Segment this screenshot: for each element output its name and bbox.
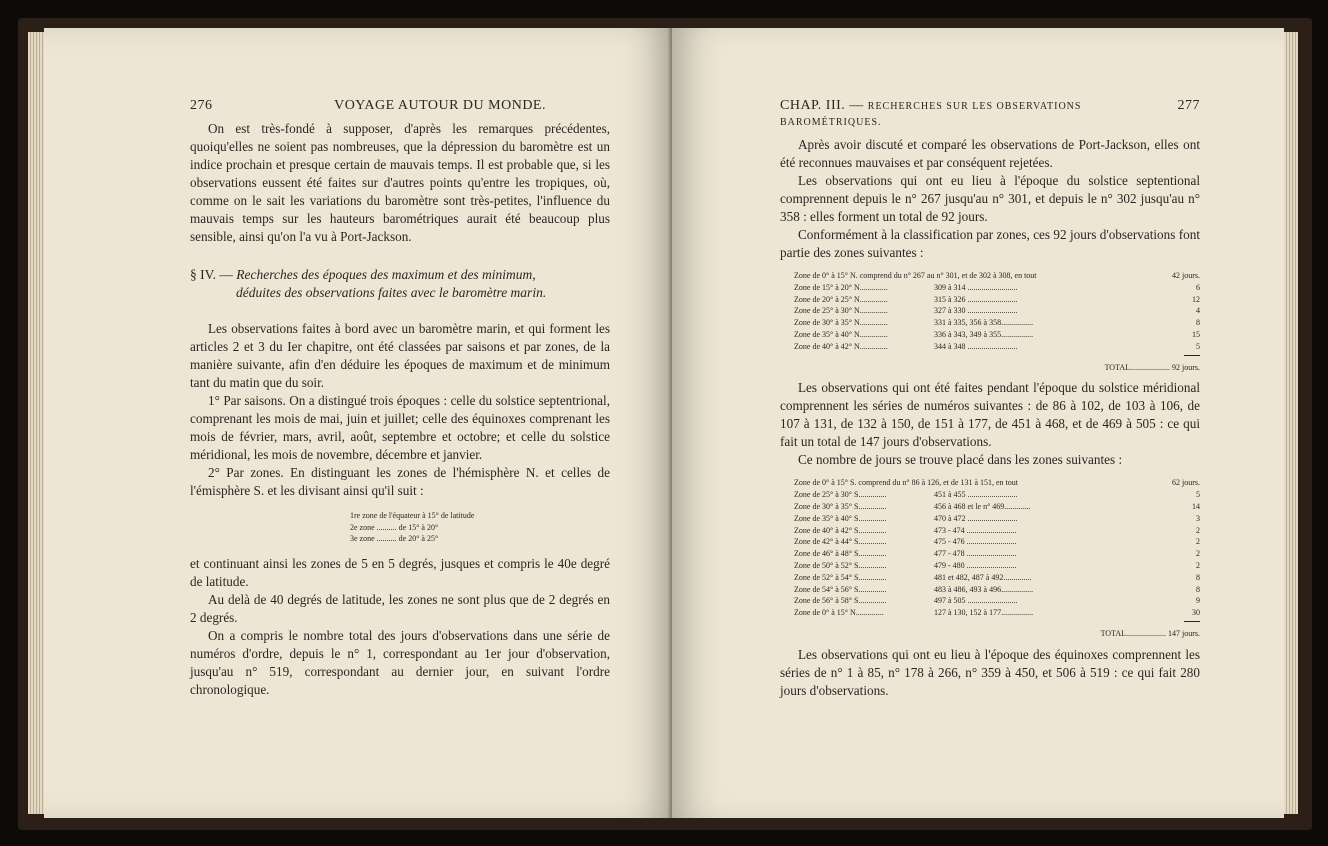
table-row: [794, 584, 1200, 596]
zone-label: Zone de 35° à 40° N..............: [794, 329, 888, 339]
right-page: [672, 28, 1284, 818]
zone-label: Zone de 54° à 56° S..............: [794, 584, 887, 594]
zone-range: 344 à 348 .........................: [934, 341, 1018, 351]
table-row: [794, 548, 1200, 560]
left-paragraph-3: 1° Par saisons. On a distingué trois époques : celle du solstice septentrional, comprenant les mois de mai, juin et juillet; celle des équinoxes comprenant les mois de février, mars, avril, août, septembre et octobre; et celle du solstice méridional, les mois de novembre, décembre et janvier.: [190, 393, 610, 462]
zone-label: Zone de 35° à 40° S..............: [794, 513, 887, 523]
page-edges-left: [28, 32, 44, 814]
zone-days: 6: [1196, 282, 1200, 292]
zone-days: 5: [1196, 490, 1200, 500]
zone-days: 42 jours.: [1172, 271, 1200, 280]
zone-label: Zone de 52° à 54° S..............: [794, 572, 887, 582]
zone-range: 475 - 476 .........................: [934, 537, 1017, 547]
zone-label: Zone de 0° à 15° S. comprend du n° 86 à 126, et de 131 à 151, en tout: [794, 478, 1018, 488]
right-page-number: 277: [1177, 98, 1200, 113]
table-north-zones: [794, 270, 1200, 373]
zone-days: 8: [1196, 318, 1200, 328]
zone-label: Zone de 25° à 30° N..............: [794, 306, 888, 316]
zone-label: Zone de 15° à 20° N..............: [794, 282, 888, 292]
table-row: [794, 607, 1200, 619]
right-paragraph-2: Les observations qui ont eu lieu à l'époque du solstice septentional comprennent depuis le n° 267 jusqu'au n° 301, et depuis le n° 302 jusqu'au n° 358 : elles forment un total de 92 jours.: [780, 173, 1200, 224]
left-paragraph-1: On est très-fondé à supposer, d'après les remarques précédentes, quoiqu'elles ne soient pas nombreuses, que la dépression du baromètre est un indice prochain et presque certain de mauvais temps. Il est probable que, si les observations eussent été faites sur d'autres points qu'entre les tropiques, où, comme on le sait les variations du baromètre sont très-petites, l'influence du mauvais temps sur les hauteurs barométriques aurait été beaucoup plus sensible, ainsi qu'on l'a vu à Port-Jackson.: [190, 121, 610, 244]
zone-range: 336 à 343, 349 à 355................: [934, 329, 1034, 339]
section-title-line-1: Recherches des époques des maximum et des minimum,: [236, 267, 536, 282]
zone-range: 479 - 480 .........................: [934, 560, 1017, 570]
zone-days: 62 jours.: [1172, 478, 1200, 488]
table-row: [794, 595, 1200, 607]
zone-days: 2: [1196, 537, 1200, 547]
zone-label: Zone de 25° à 30° S..............: [794, 490, 887, 500]
table-row: [794, 317, 1200, 329]
right-page-header: [780, 98, 1200, 130]
zone-days: 2: [1196, 549, 1200, 559]
section-number: § IV. —: [190, 267, 233, 282]
zone-def-1: 1re zone de l'équateur à 15° de latitude: [350, 511, 475, 520]
zone-range: 470 à 472 .........................: [934, 513, 1018, 523]
zone-days: 14: [1192, 501, 1200, 511]
right-page-content: [780, 98, 1200, 700]
table-total: TOTAL.................... 92 jours.: [1104, 362, 1200, 372]
zone-days: 2: [1196, 525, 1200, 535]
left-page-content: [190, 98, 610, 699]
zone-range: 451 à 455 .........................: [934, 490, 1018, 500]
right-running-title-subject: RECHERCHES SUR LES OBSERVATIONS BAROMÉTRIQUES.: [780, 101, 1082, 128]
open-book: [18, 18, 1312, 830]
left-page-header: [190, 98, 610, 114]
left-running-title: VOYAGE AUTOUR DU MONDE.: [334, 98, 546, 113]
table-row: [794, 501, 1200, 513]
table-row: [794, 282, 1200, 294]
left-paragraph-7: On a compris le nombre total des jours d'observations dans une série de numéros d'ordre, depuis le n° 1, correspondant au 1er jour d'observation, jusqu'au n° 519, correspondant au dernier jour, en suivant l'ordre chronologique.: [190, 627, 610, 697]
zone-range: 127 à 130, 152 à 177................: [934, 608, 1034, 618]
zone-def-2: 2e zone .......... de 15° à 20°: [350, 522, 439, 532]
zone-label: Zone de 0° à 15° N. comprend du n° 267 au n° 301, et de 302 à 308, en tout: [794, 271, 1037, 280]
total-rule: [1184, 621, 1200, 622]
right-paragraph-6: Les observations qui ont eu lieu à l'époque des équinoxes comprennent les séries de n° 1 à 85, n° 178 à 266, n° 359 à 450, et 506 à 519 : ce qui fait 280 jours d'observations.: [780, 646, 1200, 698]
zone-range: 473 - 474 .........................: [934, 525, 1017, 535]
zone-days: 3: [1196, 513, 1200, 523]
zone-days: 30: [1192, 608, 1200, 618]
zone-range: 483 à 486, 493 à 496................: [934, 584, 1034, 594]
table-row: [794, 560, 1200, 572]
zone-label: Zone de 20° à 25° N..............: [794, 294, 888, 304]
table-row: [794, 572, 1200, 584]
zone-range: 456 à 468 et le n° 469.............: [934, 501, 1031, 511]
zone-range: 481 et 482, 487 à 492..............: [934, 572, 1032, 582]
left-paragraph-5: et continuant ainsi les zones de 5 en 5 degrés, jusques et compris le 40e degré de latitude.: [190, 555, 610, 589]
table-south-zones: [794, 477, 1200, 639]
right-running-title-chapter: CHAP. III. —: [780, 98, 864, 113]
zone-days: 5: [1196, 341, 1200, 351]
zone-label: Zone de 40° à 42° N..............: [794, 341, 888, 351]
left-page-number: 276: [190, 98, 213, 113]
zone-label: Zone de 30° à 35° S..............: [794, 501, 887, 511]
right-running-title: [780, 98, 1178, 130]
section-heading: [190, 266, 610, 302]
zone-label: Zone de 42° à 44° S..............: [794, 537, 887, 547]
table-row: [794, 294, 1200, 306]
zone-days: 15: [1192, 329, 1200, 339]
zone-range: 309 à 314 .........................: [934, 282, 1018, 292]
table-row: [794, 329, 1200, 341]
zone-days: 4: [1196, 306, 1200, 316]
right-paragraph-5: Ce nombre de jours se trouve placé dans les zones suivantes :: [798, 452, 1123, 468]
zone-range: 327 à 330 .........................: [934, 306, 1018, 316]
right-paragraph-1: Après avoir discuté et comparé les observations de Port-Jackson, elles ont été reconnues mauvaises et par conséquent rejetées.: [780, 137, 1200, 170]
table-row: [794, 513, 1200, 525]
total-rule: [1184, 355, 1200, 356]
table-row: [794, 489, 1200, 501]
zone-label: Zone de 30° à 35° N..............: [794, 318, 888, 328]
zone-days: 8: [1196, 572, 1200, 582]
zone-days: 9: [1196, 596, 1200, 606]
left-page: [44, 28, 672, 818]
zone-label: Zone de 50° à 52° S..............: [794, 560, 887, 570]
table-row: [794, 270, 1200, 282]
zone-range: 477 - 478 .........................: [934, 549, 1017, 559]
left-paragraph-2: Les observations faites à bord avec un baromètre marin, et qui forment les articles 2 et 3 du Ier chapitre, ont été classées par saisons et par zones, de la manière suivante, afin d'en déduire les époques de maximum et de minimum tant du matin que du soir.: [190, 321, 610, 390]
left-paragraph-6: Au delà de 40 degrés de latitude, les zones ne sont plus que de 2 degrés en 2 degrés.: [190, 591, 610, 625]
table-row: [794, 305, 1200, 317]
table-total: TOTAL.................... 147 jours.: [1100, 628, 1200, 638]
zone-label: Zone de 56° à 58° S..............: [794, 596, 887, 606]
zone-days: 2: [1196, 560, 1200, 570]
table-row: [794, 477, 1200, 489]
table-row: [794, 536, 1200, 548]
zone-label: Zone de 0° à 15° N..............: [794, 608, 884, 618]
zone-range: 315 à 326 .........................: [934, 294, 1018, 304]
table-row: [794, 525, 1200, 537]
right-paragraph-3: Conformément à la classification par zones, ces 92 jours d'observations font partie des zones suivantes :: [780, 227, 1200, 260]
zone-label: Zone de 40° à 42° S..............: [794, 525, 887, 535]
zone-days: 12: [1192, 294, 1200, 304]
zone-range: 331 à 335, 356 à 358................: [934, 318, 1034, 328]
page-edges-right: [1284, 32, 1298, 814]
right-paragraph-4: Les observations qui ont été faites pendant l'époque du solstice méridional comprennent les séries de numéros suivantes : de 86 à 102, de 103 à 106, de 107 à 131, de 132 à 150, de 151 à 177, de 451 à 468, et de 469 à 505 : ce qui fait un total de 147 jours d'observations.: [780, 380, 1200, 450]
zone-label: Zone de 46° à 48° S..............: [794, 549, 887, 559]
zone-days: 8: [1196, 584, 1200, 594]
zone-def-3: 3e zone .......... de 20° à 25°: [350, 534, 439, 543]
table-row: [794, 341, 1200, 353]
section-title-line-2: déduites des observations faites avec le baromètre marin.: [236, 285, 547, 300]
left-paragraph-4: 2° Par zones. En distinguant les zones de l'hémisphère N. et celles de l'émisphère S. et les divisant ainsi qu'il suit :: [190, 465, 610, 498]
zone-range: 497 à 505 .........................: [934, 596, 1018, 606]
zone-definitions: [350, 510, 610, 545]
